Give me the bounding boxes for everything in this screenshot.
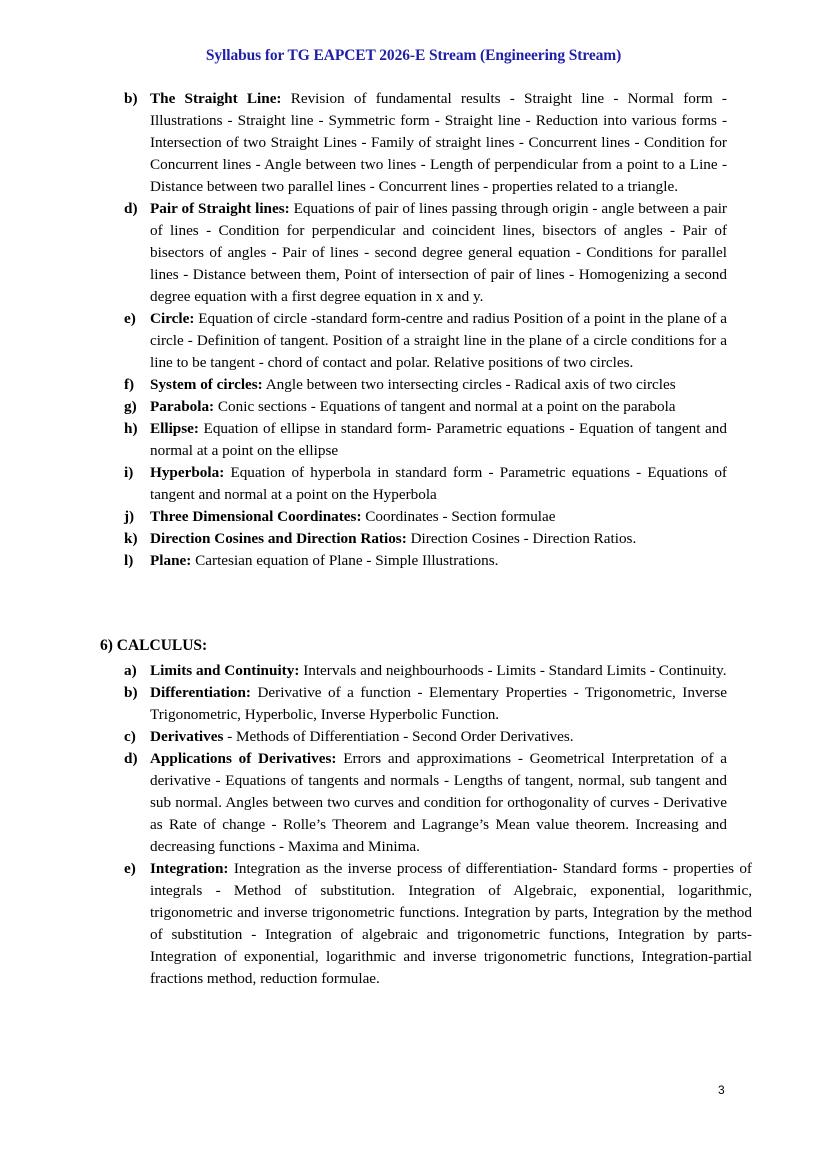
item-title: Parabola: bbox=[150, 398, 215, 415]
item-label: c) bbox=[124, 728, 136, 745]
item-label: h) bbox=[124, 420, 138, 437]
calculus-list bbox=[124, 660, 752, 990]
item-title: Limits and Continuity: bbox=[150, 662, 300, 679]
item-title: Integration: bbox=[150, 860, 229, 877]
item-text: Equation of ellipse in standard form- Parametric equations - Equation of tangent and normal at a point on the ellipse bbox=[150, 420, 727, 459]
item-label: d) bbox=[124, 200, 138, 217]
item-label: f) bbox=[124, 376, 135, 393]
list-item-3d-coordinates bbox=[124, 506, 727, 528]
item-label: a) bbox=[124, 662, 137, 679]
item-label: k) bbox=[124, 530, 138, 547]
item-text: Derivative of a function - Elementary Properties - Trigonometric, Inverse Trigonometric, Hyperbolic, Inverse Hyperbolic Function. bbox=[150, 684, 727, 723]
item-title: The Straight Line: bbox=[150, 90, 282, 107]
item-title: Differentiation: bbox=[150, 684, 251, 701]
item-text: Intervals and neighbourhoods - Limits - Standard Limits - Continuity. bbox=[299, 662, 727, 679]
item-title: Applications of Derivatives: bbox=[150, 750, 337, 767]
item-label: j) bbox=[124, 508, 135, 525]
list-item-system-of-circles bbox=[124, 374, 727, 396]
item-text: Equations of pair of lines passing through origin - angle between a pair of lines - Condition for perpendicular and coincident lines, bisectors of angles - Pair of bisectors of angles - Pair of lines - second degree general equation - Conditions for parallel lines - Distance between them, Point of intersection of pair of lines - Homogenizing a second degree equation with a first degree equation in x and y. bbox=[150, 200, 727, 305]
item-label: e) bbox=[124, 860, 136, 877]
item-label: b) bbox=[124, 90, 138, 107]
item-label: b) bbox=[124, 684, 138, 701]
item-text: Errors and approximations - Geometrical Interpretation of a derivative - Equations of tangents and normals - Lengths of tangent, normal, sub tangent and sub normal. Angles between two curves and condition for orthogonality of curves - Derivative as Rate of change - Rolle’s Theorem and Lagrange’s Mean value theorem. Increasing and decreasing functions - Maxima and Minima. bbox=[150, 750, 728, 855]
list-item-pair-of-lines bbox=[124, 198, 727, 308]
item-label: d) bbox=[124, 750, 138, 767]
geometry-list bbox=[124, 88, 727, 572]
item-title: Pair of Straight lines: bbox=[150, 200, 290, 217]
list-item-ellipse bbox=[124, 418, 727, 462]
list-item-limits bbox=[124, 660, 727, 682]
item-title: Direction Cosines and Direction Ratios: bbox=[150, 530, 407, 547]
item-title: Hyperbola: bbox=[150, 464, 225, 481]
page-number: 3 bbox=[718, 1083, 725, 1097]
item-title: Derivatives bbox=[150, 728, 224, 745]
list-item-differentiation bbox=[124, 682, 727, 726]
item-text: - Methods of Differentiation - Second Order Derivatives. bbox=[223, 728, 574, 745]
list-item-plane bbox=[124, 550, 727, 572]
item-text: Equation of hyperbola in standard form - Parametric equations - Equations of tangent and normal at a point on the Hyperbola bbox=[150, 464, 727, 503]
item-text: Integration as the inverse process of differentiation- Standard forms - properties of integrals - Method of substitution. Integration of Algebraic, exponential, logarithmic, trigonometric and inverse trigonometric functions. Integration by parts, Integration by the method of substitution - Integration of algebraic and trigonometric functions, Integration by parts- Integration of exponential, logarithmic and inverse trigonometric functions, Integration-partial fractions method, reduction formulae. bbox=[150, 860, 752, 987]
item-label: l) bbox=[124, 552, 134, 569]
section-title-calculus: 6) CALCULUS: bbox=[100, 637, 208, 654]
list-item-derivatives bbox=[124, 726, 727, 748]
list-item-straight-line bbox=[124, 88, 727, 198]
list-item-hyperbola bbox=[124, 462, 727, 506]
list-item-parabola bbox=[124, 396, 727, 418]
item-text: Coordinates - Section formulae bbox=[361, 508, 556, 525]
item-title: Three Dimensional Coordinates: bbox=[150, 508, 362, 525]
item-text: Equation of circle -standard form-centre and radius Position of a point in the plane of a circle - Definition of tangent. Position of a straight line in the plane of a circle conditions for a line to be tangent - chord of contact and polar. Relative positions of two circles. bbox=[150, 310, 727, 371]
item-text: Angle between two intersecting circles - Radical axis of two circles bbox=[262, 376, 676, 393]
item-text: Revision of fundamental results - Straight line - Normal form - Illustrations - Straight line - Symmetric form - Straight line - Reduction into various forms - Intersection of two Straight Lines - Family of straight lines - Concurrent lines - Condition for Concurrent lines - Angle between two lines - Length of perpendicular from a point to a Line - Distance between two parallel lines - Concurrent lines - properties related to a triangle. bbox=[150, 90, 727, 195]
item-title: Ellipse: bbox=[150, 420, 199, 437]
item-label: g) bbox=[124, 398, 137, 415]
list-item-circle bbox=[124, 308, 727, 374]
item-label: e) bbox=[124, 310, 136, 327]
item-title: Plane: bbox=[150, 552, 192, 569]
item-text: Conic sections - Equations of tangent and normal at a point on the parabola bbox=[214, 398, 676, 415]
list-item-applications-of-derivatives bbox=[124, 748, 727, 858]
list-item-integration bbox=[124, 858, 752, 990]
item-title: Circle: bbox=[150, 310, 195, 327]
item-label: i) bbox=[124, 464, 134, 481]
item-title: System of circles: bbox=[150, 376, 263, 393]
item-text: Cartesian equation of Plane - Simple Illustrations. bbox=[191, 552, 499, 569]
page-header-title: Syllabus for TG EAPCET 2026-E Stream (Engineering Stream) bbox=[205, 47, 622, 64]
list-item-direction-cosines bbox=[124, 528, 727, 550]
item-text: Direction Cosines - Direction Ratios. bbox=[406, 530, 637, 547]
